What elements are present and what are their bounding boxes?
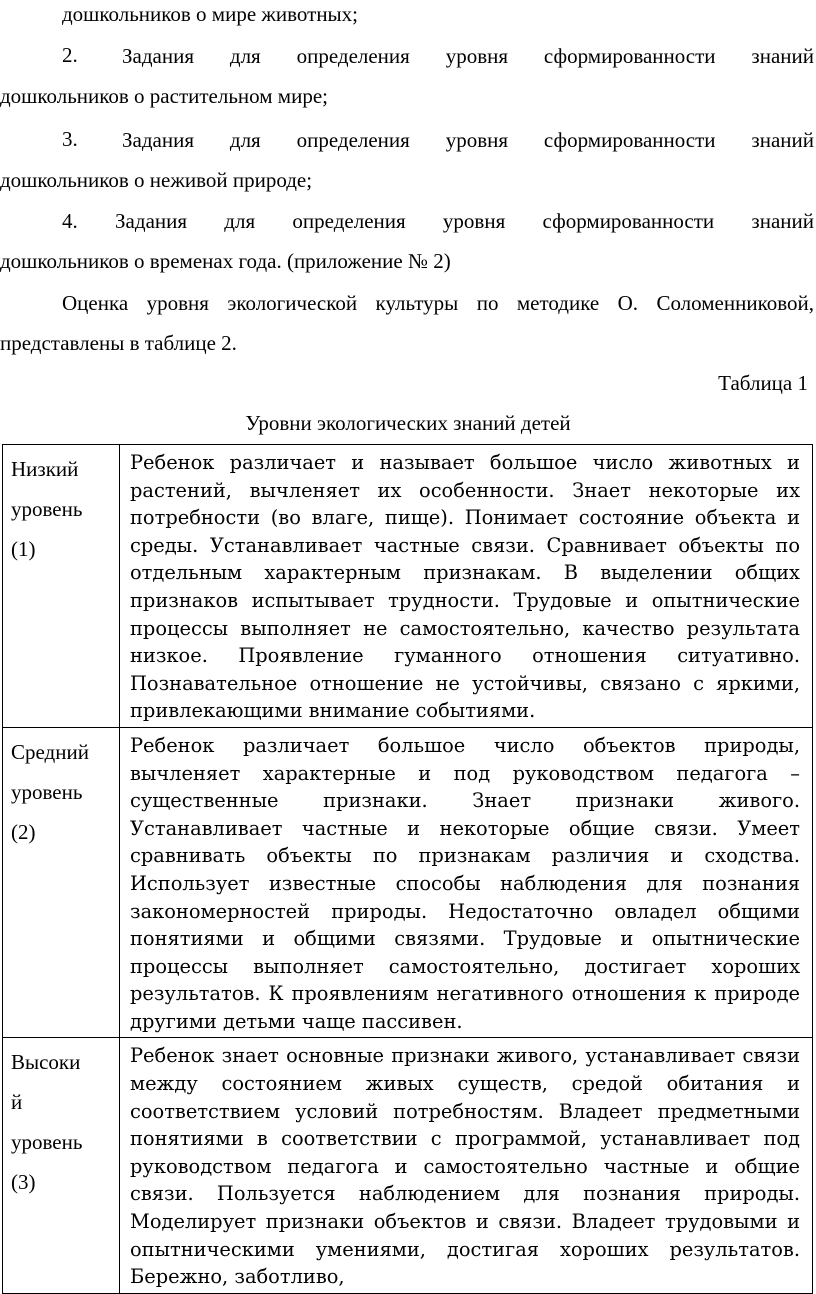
level-name-line: (2) [11,819,36,844]
list-item-4-text: 4. Задания для определения уровня сформированности знаний [62,209,814,233]
level-name-line: Средний [11,739,89,764]
level-description-cell: Ребенок знает основные признаки живого, устанавливает связи между состоянием живых существ, средой обитания и соответствием условий потребностям. Владеет предметными понятиями в соответствии с программой, устанавливает под руководством педагога и самостоятельно частные и общие связи. Пользуется наблюдением для познания природы. Моделирует признаки объектов и связи. Владеет трудовыми и опытническими умениями, достигая хороших результатов. Бережно, заботливо, [120,1038,813,1293]
table-row-high [3,1038,813,1293]
level-name-line: уровень [11,497,83,521]
list-item-3-number: 3. [62,127,78,151]
level-name-line: (1) [11,537,36,561]
levels-table [2,444,813,1294]
table-row-low [3,445,813,728]
level-name-line: Высоки [11,1050,81,1075]
level-name-cell [3,445,120,728]
list-item-2-text: Задания для определения уровня сформированности знаний [122,44,814,68]
level-name-line: й [11,1090,23,1115]
list-item-3-continuation: дошкольников о неживой природе; [0,168,313,192]
table-row-medium [3,727,813,1038]
paragraph-continuation: представлены в таблице 2. [0,331,237,355]
level-name-line: уровень [11,779,83,804]
level-name-cell [3,727,120,1038]
level-name-cell [3,1038,120,1293]
level-description-cell: Ребенок различает большое число объектов природы, вычленяет характерные и под руководством педагога – существенные признаки. Знает признаки живого. Устанавливает частные и некоторые общие связи. Умеет сравнивать объекты по признакам различия и сходства. Использует известные способы наблюдения для познания закономерностей природы. Недостаточно овладел общими понятиями и общими связями. Трудовые и опытнические процессы выполняет самостоятельно, достигает хороших результатов. К проявлениям негативного отношения к природе другими детьми чаще пассивен. [120,727,813,1038]
table-caption: Таблица 1 [718,371,808,395]
list-item-3-text: Задания для определения уровня сформированности знаний [122,128,814,152]
list-item-2-number: 2. [62,43,78,67]
level-name-line: уровень [11,1130,83,1155]
level-name-line: Низкий [11,457,79,481]
list-item-2-continuation: дошкольников о растительном мире; [0,84,328,108]
list-item-1-continuation: дошкольников о мире животных; [62,2,358,26]
list-item-4-continuation: дошкольников о временах года. (приложение № 2) [0,249,451,273]
level-name-line: (3) [11,1170,36,1195]
table-title: Уровни экологических знаний детей [245,411,571,435]
level-description-cell: Ребенок различает и называет большое число животных и растений, вычленяет их особенности. Знает некоторые их потребности (во влаге, пище). Понимает состояние объекта и среды. Устанавливает частные связи. Сравнивает объекты по отдельным характерным признакам. В выделении общих признаков испытывает трудности. Трудовые и опытнические процессы выполняет не самостоятельно, качество результата низкое. Проявление гуманного отношения ситуативно. Познавательное отношение не устойчивы, связано с яркими, привлекающими внимание событиями. [120,445,813,728]
paragraph-first-line: Оценка уровня экологической культуры по методике О. Соломенниковой, [62,291,814,315]
